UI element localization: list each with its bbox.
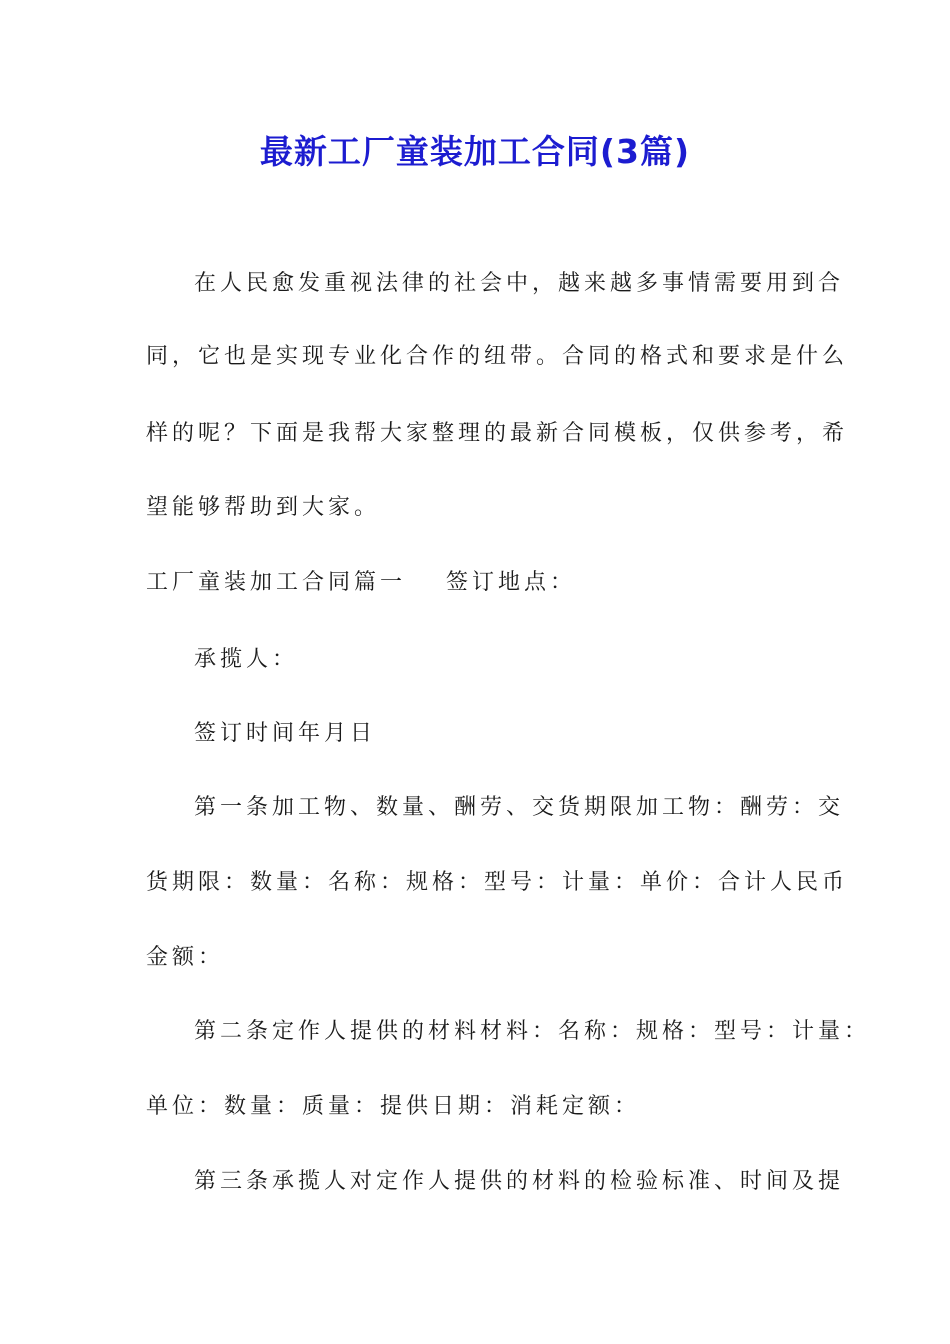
intro-line-3: 样的呢？下面是我帮大家整理的最新合同模板，仅供参考，希 <box>146 421 849 446</box>
article-2-line-2: 单位：数量：质量：提供日期：消耗定额： <box>146 1094 641 1119</box>
intro-line-4: 望能够帮助到大家。 <box>146 495 381 520</box>
article-1-line-2: 货期限：数量：名称：规格：型号：计量：单价：合计人民币 <box>146 870 849 895</box>
document-title: 最新工厂童装加工合同(3篇) <box>259 132 691 171</box>
sign-place-label: 签订地点： <box>446 570 577 595</box>
article-2-line-1: 第二条定作人提供的材料材料：名称：规格：型号：计量： <box>194 1019 871 1044</box>
intro-line-1: 在人民愈发重视法律的社会中，越来越多事情需要用到合 <box>194 271 845 296</box>
article-3-line-1: 第三条承揽人对定作人提供的材料的检验标准、时间及提 <box>194 1169 845 1194</box>
section-heading-row <box>146 565 826 601</box>
article-1-line-1: 第一条加工物、数量、酬劳、交货期限加工物：酬劳：交 <box>194 795 845 820</box>
article-1-line-3: 金额： <box>146 945 225 970</box>
sign-time-label: 签订时间年月日 <box>194 721 377 746</box>
intro-line-2: 同，它也是实现专业化合作的纽带。合同的格式和要求是什么 <box>146 344 849 369</box>
section-heading: 工厂童装加工合同篇一 <box>146 570 407 595</box>
contractor-label: 承揽人： <box>194 647 299 672</box>
